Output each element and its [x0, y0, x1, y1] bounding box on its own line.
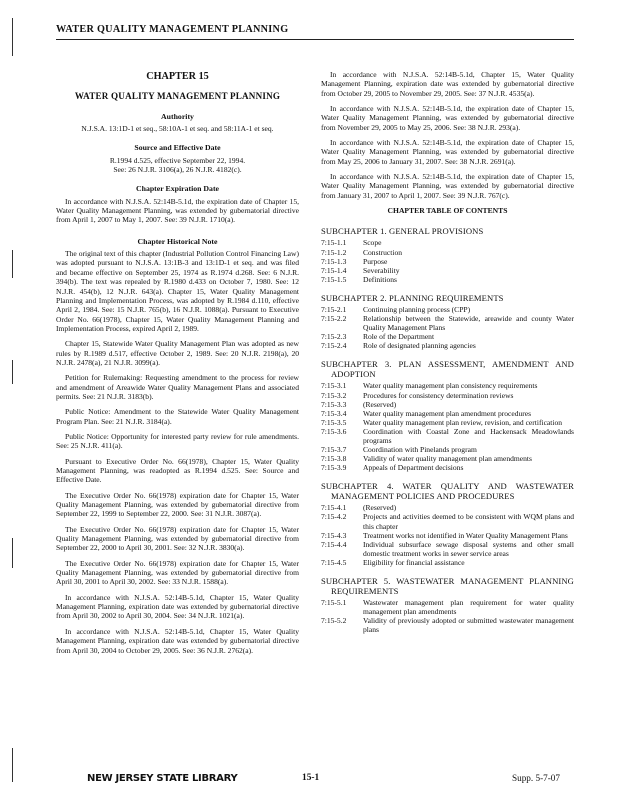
section-number: 7:15-3.5: [321, 417, 347, 427]
source-text: R.1994 d.525, effective September 22, 1994.: [109, 155, 246, 165]
section-title: Coordination with Pinelands program: [363, 445, 477, 455]
toc-heading: CHAPTER TABLE OF CONTENTS: [387, 206, 508, 216]
supplement-date: Supp. 5-7-07: [512, 773, 560, 783]
history-paragraph: In accordance with N.J.S.A. 52:14B-5.1d, Chapter 15, Water Quality Management Planning, expiration date was extended by gubernatorial directive from April 30, 2002 to April 30, 2004. See: 34 N.J.R. 1021(a).: [56, 592, 299, 621]
section-number: 7:15-3.6: [321, 426, 347, 436]
source-heading: Source and Effective Date: [134, 143, 221, 153]
section-number: 7:15-4.4: [321, 539, 347, 549]
history-heading: Chapter Historical Note: [137, 236, 218, 246]
subchapter-title: SUBCHAPTER 5. WASTEWATER MANAGEMENT PLANNING REQUIREMENTS: [321, 576, 574, 596]
section-title: Construction: [363, 247, 402, 257]
toc-entry: [321, 266, 574, 275]
subchapter-block: [321, 576, 574, 634]
toc-entry: [321, 445, 574, 454]
margin-mark: [12, 360, 13, 384]
toc-entry: [321, 305, 574, 314]
toc-entry: [321, 314, 574, 332]
library-stamp: NEW JERSEY STATE LIBRARY: [87, 773, 238, 784]
subchapter-title: SUBCHAPTER 2. PLANNING REQUIREMENTS: [321, 292, 504, 303]
margin-mark: [12, 18, 13, 56]
section-title: Eligibility for financial assistance: [363, 557, 465, 567]
section-title: Scope: [363, 238, 382, 248]
toc-entry: [321, 418, 574, 427]
toc-entry: [321, 503, 574, 512]
history-paragraph: The Executive Order No. 66(1978) expiration date for Chapter 15, Water Quality Management Planning, was extended by gubernatorial directive from September 22, 1999 to September 22, 2000. See: 31 N.J.R. 3087(a).: [56, 490, 299, 519]
section-number: 7:15-2.2: [321, 314, 347, 324]
chapter-number: CHAPTER 15: [146, 71, 209, 82]
section-number: 7:15-4.3: [321, 530, 347, 540]
section-number: 7:15-1.1: [321, 238, 347, 248]
section-number: 7:15-4.1: [321, 503, 347, 513]
section-title: Severability: [363, 265, 400, 275]
section-title: Water quality management plan amendment procedures: [363, 408, 532, 418]
page-number: 15-1: [302, 773, 320, 783]
history-paragraph: In accordance with N.J.S.A. 52:14B-5.1d, the expiration date of Chapter 15, Water Quality Management Planning, was extended by gubernatorial directive from January 31, 2007 to April 1, 2007. See: 39 N.J.R. 767(c).: [321, 172, 574, 200]
history-paragraph: Public Notice: Opportunity for interested party review for rule amendments. See: 25 N.J.R. 411(a).: [56, 431, 299, 451]
section-title: (Reserved): [363, 399, 397, 409]
left-column: [56, 70, 299, 661]
section-number: 7:15-3.2: [321, 390, 347, 400]
section-title: Treatment works not identified in Water Quality Management Plans: [363, 530, 568, 540]
history-paragraph: Pursuant to Executive Order No. 66(1978), Chapter 15, Water Quality Management Planning, was readopted as R.1994 d.525. See: Source and Effective Date.: [56, 456, 299, 485]
toc-entry: [321, 341, 574, 350]
section-number: 7:15-3.8: [321, 454, 347, 464]
toc-entry: [321, 616, 574, 634]
subchapter-block: [321, 481, 574, 567]
history-paragraph: The Executive Order No. 66(1978) expiration date for Chapter 15, Water Quality Management Planning, was extended by gubernatorial directive from September 22, 2000 to April 30, 2001. See: 32 N.J.R. 3830(a).: [56, 524, 299, 553]
section-title: Relationship between the Statewide, areawide and county Water Quality Management Plans: [363, 314, 574, 333]
history-paragraph: Chapter 15, Statewide Water Quality Management Plan was adopted as new rules by R.1989 d.517, effective October 2, 1989. See: 20 N.J.R. 2198(a), 20 N.J.R. 2478(a), 21 N.J.R. 3099(a).: [56, 339, 299, 367]
section-title: (Reserved): [363, 503, 397, 513]
toc-entry: [321, 427, 574, 445]
subchapter-title: SUBCHAPTER 1. GENERAL PROVISIONS: [321, 226, 484, 237]
section-title: Continuing planning process (CPP): [363, 304, 471, 314]
section-number: 7:15-2.1: [321, 304, 347, 314]
toc-entry: [321, 540, 574, 558]
section-number: 7:15-3.4: [321, 408, 347, 418]
history-paragraph: The Executive Order No. 66(1978) expiration date for Chapter 15, Water Quality Management Planning, was extended by gubernatorial directive from April 30, 2001 to April 30, 2002. See: 33 N.J.R. 1588(a).: [56, 558, 299, 587]
section-title: Water quality management plan review, revision, and certification: [363, 417, 563, 427]
running-head: WATER QUALITY MANAGEMENT PLANNING: [56, 24, 289, 35]
history-paragraph: In accordance with N.J.S.A. 52:14B-5.1d, the expiration date of Chapter 15, Water Quality Management Planning, was extended by gubernatorial directive from November 29, 2005 to May 25, 2006. See: 38 N.J.R. 293(a).: [321, 104, 574, 132]
section-number: 7:15-1.4: [321, 265, 347, 275]
section-number: 7:15-3.9: [321, 463, 347, 473]
section-title: Validity of water quality management plan amendments: [363, 454, 532, 464]
toc-entry: [321, 463, 574, 472]
history-paragraph: In accordance with N.J.S.A. 52:14B-5.1d, Chapter 15, Water Quality Management Planning, expiration date was extended by gubernatorial directive from April 30, 2004 to October 29, 2005. See: 36 N.J.R. 2762(a).: [56, 626, 299, 655]
margin-mark: [12, 538, 13, 568]
section-title: Appeals of Department decisions: [363, 463, 464, 473]
margin-mark: [12, 748, 13, 782]
history-paragraph: The original text of this chapter (Industrial Pollution Control Financing Law) was adopted pursuant to N.J.S.A. 13:1B-3 and 13:1D-1 et seq. and was filed and became effective on September 25, 1974 as R.1974 d.268. See: 6 N.J.R. 394(b). The text was repealed by R.1980 d.433 on October 7, 1980. See: 12 N.J.R. 454(b), 12 N.J.R. 643(a). Chapter 15, Water Quality Management Planning and Implementation Process, was adopted by R.1984 d.110, effective April 2, 1984. See: 15 N.J.R. 765(b), 16 N.J.R. 1088(a). Pursuant to Executive Order No. 66(1978), Chapter 15, Water Quality Management Planning and Implementation Process, expired April 2, 1989.: [56, 249, 299, 333]
margin-mark: [12, 250, 13, 278]
section-number: 7:15-5.2: [321, 616, 347, 626]
section-title: Definitions: [363, 274, 397, 284]
section-title: Coordination with Coastal Zone and Hackensack Meadowlands programs: [363, 426, 574, 445]
section-title: Purpose: [363, 256, 388, 266]
subchapter-block: [321, 293, 574, 350]
section-title: Role of designated planning agencies: [363, 341, 476, 351]
subchapter-block: [321, 226, 574, 283]
section-title: Water quality management plan consistency requirements: [363, 381, 538, 391]
section-title: Wastewater management plan requirement for water quality management plan amendments: [363, 598, 574, 617]
toc-entry: [321, 238, 574, 247]
history-paragraph: In accordance with N.J.S.A. 52:14B-5.1d, Chapter 15, Water Quality Management Planning, expiration date was extended by gubernatorial directive from October 29, 2005 to November 29, 2005. See: 37 N.J.R. 4535(a).: [321, 70, 574, 98]
section-title: Procedures for consistency determination reviews: [363, 390, 514, 400]
table-of-contents: [321, 226, 574, 634]
authority-text: N.J.S.A. 13:1D-1 et seq., 58:10A-1 et seq. and 58:11A-1 et seq.: [81, 124, 274, 134]
toc-entry: [321, 409, 574, 418]
section-number: 7:15-3.3: [321, 399, 347, 409]
expiration-heading: Chapter Expiration Date: [135, 184, 220, 194]
section-number: 7:15-1.3: [321, 256, 347, 266]
source-text: See: 26 N.J.R. 3106(a), 26 N.J.R. 4182(c).: [113, 165, 242, 175]
section-number: 7:15-4.2: [321, 512, 347, 522]
section-number: 7:15-3.7: [321, 445, 347, 455]
section-title: Individual subsurface sewage disposal systems and other small domestic treatment works in sewer service areas: [363, 539, 574, 558]
subchapter-title: SUBCHAPTER 4. WATER QUALITY AND WASTEWATER MANAGEMENT POLICIES AND PROCEDURES: [321, 481, 574, 502]
toc-entry: [321, 400, 574, 409]
toc-entry: [321, 454, 574, 463]
toc-entry: [321, 381, 574, 390]
expiration-text: In accordance with N.J.S.A. 52:14B-5.1d, the expiration date of Chapter 15, Water Quality Management Planning, was extended by gubernatorial directive from April 1, 2007 to May 1, 2007. See: 39 N.J.R. 1710(a).: [56, 196, 299, 225]
authority-heading: Authority: [161, 111, 194, 121]
history-paragraph: Public Notice: Amendment to the Statewide Water Quality Management Program Plan. See: 21 N.J.R. 3184(a).: [56, 407, 299, 426]
subchapter-block: [321, 359, 574, 472]
toc-entry: [321, 512, 574, 530]
toc-entry: [321, 275, 574, 284]
section-number: 7:15-1.5: [321, 274, 347, 284]
section-title: Projects and activities deemed to be consistent with WQM plans and this chapter: [363, 512, 574, 531]
toc-entry: [321, 248, 574, 257]
section-number: 7:15-3.1: [321, 381, 347, 391]
subchapter-title: SUBCHAPTER 3. PLAN ASSESSMENT, AMENDMENT AND ADOPTION: [321, 359, 574, 380]
history-paragraph: Petition for Rulemaking: Requesting amendment to the process for review and amendment of Areawide Water Quality Management Plans and associated permits. See: 21 N.J.R. 3183(b).: [56, 373, 299, 401]
right-column: [321, 70, 574, 643]
toc-entry: [321, 558, 574, 567]
section-title: Validity of previously adopted or submitted wastewater management plans: [363, 616, 574, 635]
header-rule: [56, 39, 574, 40]
section-number: 7:15-5.1: [321, 598, 347, 607]
toc-entry: [321, 391, 574, 400]
toc-entry: [321, 598, 574, 616]
section-number: 7:15-2.3: [321, 332, 347, 342]
chapter-title: WATER QUALITY MANAGEMENT PLANNING: [74, 91, 281, 102]
section-number: 7:15-2.4: [321, 341, 347, 351]
history-paragraph: In accordance with N.J.S.A. 52:14B-5.1d, the expiration date of Chapter 15, Water Quality Management Planning, was extended by gubernatorial directive from May 25, 2006 to January 31, 2007. See: 38 N.J.R. 2691(a).: [321, 138, 574, 166]
section-number: 7:15-4.5: [321, 557, 347, 567]
toc-entry: [321, 257, 574, 266]
toc-entry: [321, 531, 574, 540]
section-title: Role of the Department: [363, 332, 435, 342]
toc-entry: [321, 332, 574, 341]
section-number: 7:15-1.2: [321, 247, 347, 257]
